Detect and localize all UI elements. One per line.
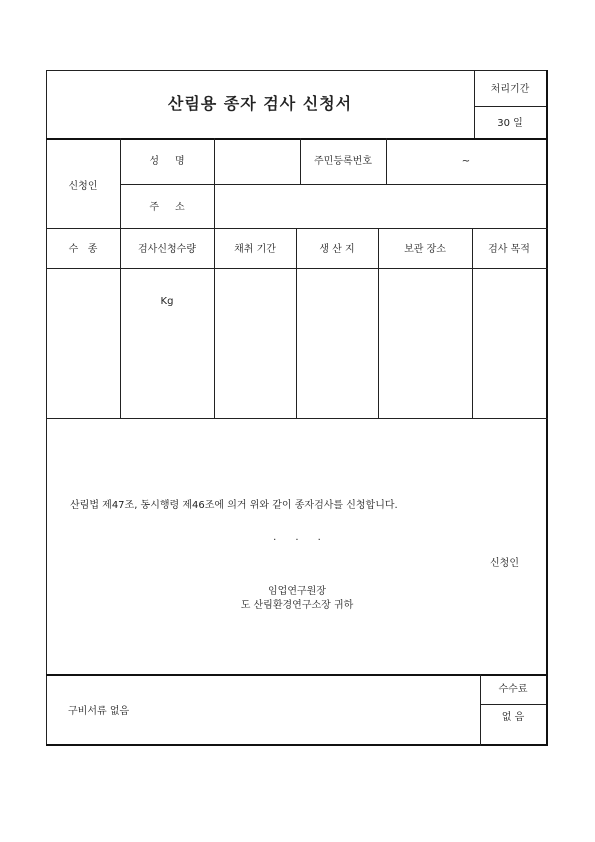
address-label: 주 소: [149, 202, 185, 213]
addressee-line2: 도 산림환경연구소장 귀하: [240, 600, 354, 611]
fee-value: 없 음: [501, 712, 525, 723]
divider-col5: [472, 228, 473, 418]
form-title: 산림용 종자 검사 신청서: [167, 94, 353, 113]
divider-col3: [296, 228, 297, 418]
header-origin: 생 산 지: [319, 244, 355, 255]
required-documents: 구비서류 없음: [68, 706, 130, 717]
header-species: 수 종: [68, 244, 98, 255]
processing-label: 처리기간: [490, 84, 530, 95]
border-top: [46, 70, 548, 71]
border-right: [546, 70, 548, 746]
divider-processing-mid: [474, 106, 546, 107]
header-storage: 보관 장소: [404, 244, 446, 255]
divider-table-header: [46, 268, 548, 269]
processing-value: 30 일: [497, 118, 523, 129]
fee-label: 수수료: [498, 684, 528, 695]
resident-no-label: 주민등록번호: [314, 156, 372, 167]
border-left: [46, 70, 47, 746]
applicant-group-label: 신청인: [68, 181, 98, 192]
border-bottom: [46, 744, 548, 746]
declaration-statement: 산림법 제47조, 동시행령 제46조에 의거 위와 같이 종자검사를 신청합니다.: [70, 500, 398, 511]
divider-title-bottom: [46, 138, 548, 140]
resident-no-value: ~: [461, 156, 471, 167]
header-purpose: 검사 목적: [488, 244, 530, 255]
divider-table-bottom: [46, 418, 548, 419]
divider-col2: [214, 138, 215, 418]
date-dots: . . .: [273, 532, 321, 543]
divider-name-row: [120, 184, 546, 185]
divider-col4: [378, 228, 379, 418]
divider-footer-top: [46, 674, 548, 676]
divider-fee-mid: [480, 704, 546, 705]
addressee-line1: 임업연구원장: [268, 586, 326, 597]
name-label: 성 명: [149, 156, 185, 167]
divider-col1: [120, 138, 121, 418]
header-quantity: 검사신청수량: [138, 244, 196, 255]
header-collection-period: 채취 기간: [234, 244, 276, 255]
quantity-unit: Kg: [160, 296, 174, 307]
application-form: [46, 70, 548, 746]
applicant-sign-label: 신청인: [490, 558, 519, 569]
